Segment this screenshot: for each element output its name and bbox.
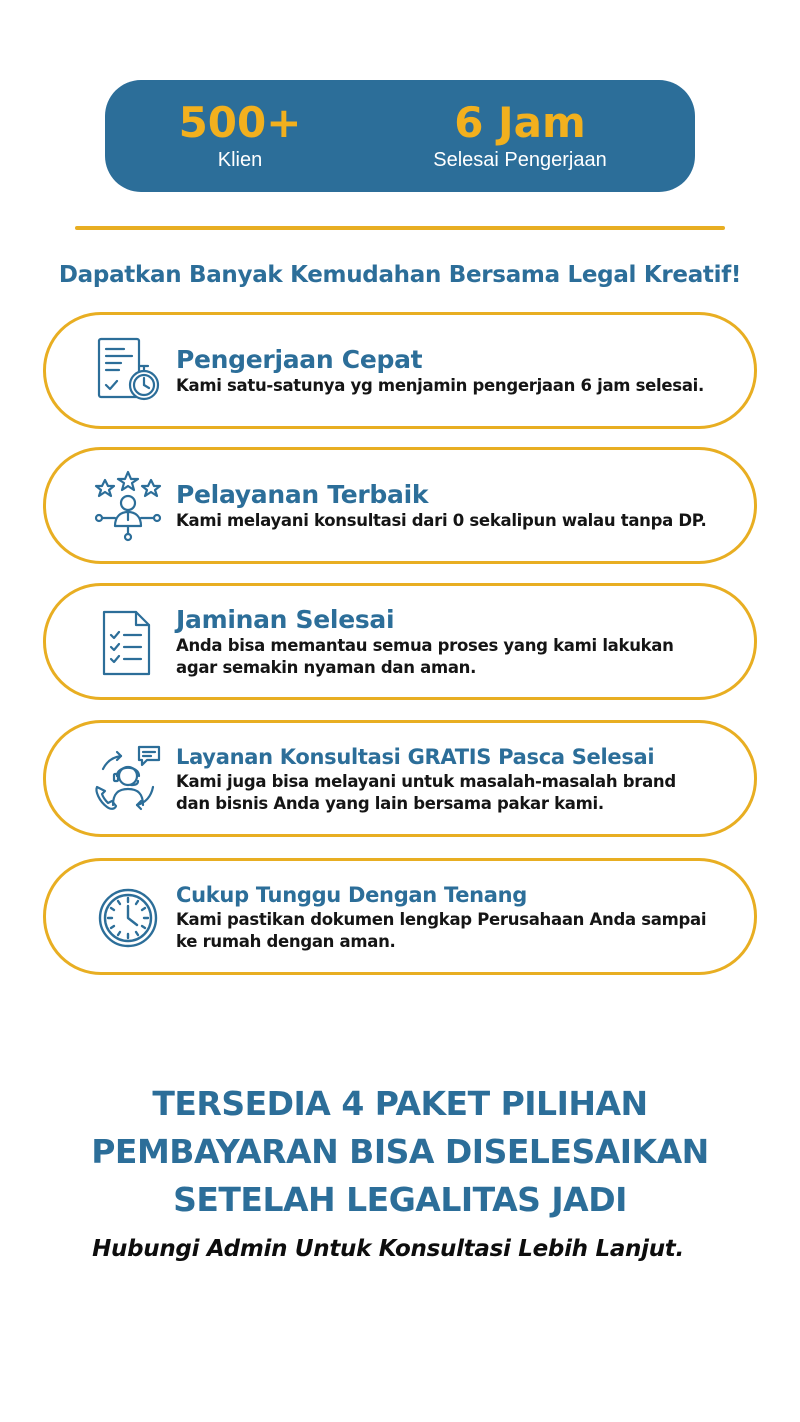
feature-title: Pelayanan Terbaik <box>176 480 429 509</box>
divider <box>75 226 725 230</box>
feature-desc-line: Kami melayani konsultasi dari 0 sekalipun walau tanpa DP. <box>176 511 707 530</box>
checklist-document-icon <box>91 606 165 680</box>
support-agent-icon <box>91 743 165 817</box>
feature-card-consultation <box>43 720 757 837</box>
stat-label: Klien <box>217 149 263 171</box>
feature-desc-line: Kami satu-satunya yg menjamin pengerjaan 6 jam selesai. <box>176 376 704 395</box>
feature-card-guarantee <box>43 583 757 700</box>
contact-admin-cta: Hubungi Admin Untuk Konsultasi Lebih Lanjut. <box>92 1236 684 1262</box>
feature-text <box>176 315 734 426</box>
feature-desc-line: ke rumah dengan aman. <box>176 931 396 951</box>
feature-desc-line: Kami juga bisa melayani untuk masalah-masalah brand <box>176 771 676 791</box>
feature-title: Cukup Tunggu Dengan Tenang <box>176 882 528 907</box>
feature-text <box>176 450 734 561</box>
feature-text <box>176 861 734 972</box>
feature-desc-line: Kami pastikan dokumen lengkap Perusahaan Anda sampai <box>176 909 707 929</box>
promo-heading <box>0 1080 800 1224</box>
feature-card-fast <box>43 312 757 429</box>
stats-banner <box>105 80 695 192</box>
promo-line: SETELAH LEGALITAS JADI <box>173 1180 627 1219</box>
feature-title: Pengerjaan Cepat <box>176 345 423 374</box>
clock-icon <box>91 881 165 955</box>
feature-text <box>176 586 734 697</box>
stat-value: 500+ <box>178 98 302 147</box>
feature-text <box>176 723 734 834</box>
stat-duration <box>405 98 635 172</box>
feature-card-relax <box>43 858 757 975</box>
feature-desc-line: agar semakin nyaman dan aman. <box>176 658 477 677</box>
feature-desc-line: Anda bisa memantau semua proses yang kami lakukan <box>176 636 674 655</box>
feature-title: Layanan Konsultasi GRATIS Pasca Selesai <box>176 744 655 769</box>
stat-value: 6 Jam <box>454 98 586 147</box>
feature-title: Jaminan Selesai <box>176 605 395 634</box>
document-stopwatch-icon <box>91 335 165 409</box>
person-stars-icon <box>91 470 165 544</box>
stat-label: Selesai Pengerjaan <box>433 149 607 171</box>
feature-desc-line: dan bisnis Anda yang lain bersama pakar kami. <box>176 793 604 813</box>
promo-line: PEMBAYARAN BISA DISELESAIKAN <box>91 1132 709 1171</box>
promo-line: TERSEDIA 4 PAKET PILIHAN <box>152 1084 648 1123</box>
stat-clients <box>145 98 335 172</box>
feature-card-service <box>43 447 757 564</box>
section-headline: Dapatkan Banyak Kemudahan Bersama Legal Kreatif! <box>58 262 742 288</box>
